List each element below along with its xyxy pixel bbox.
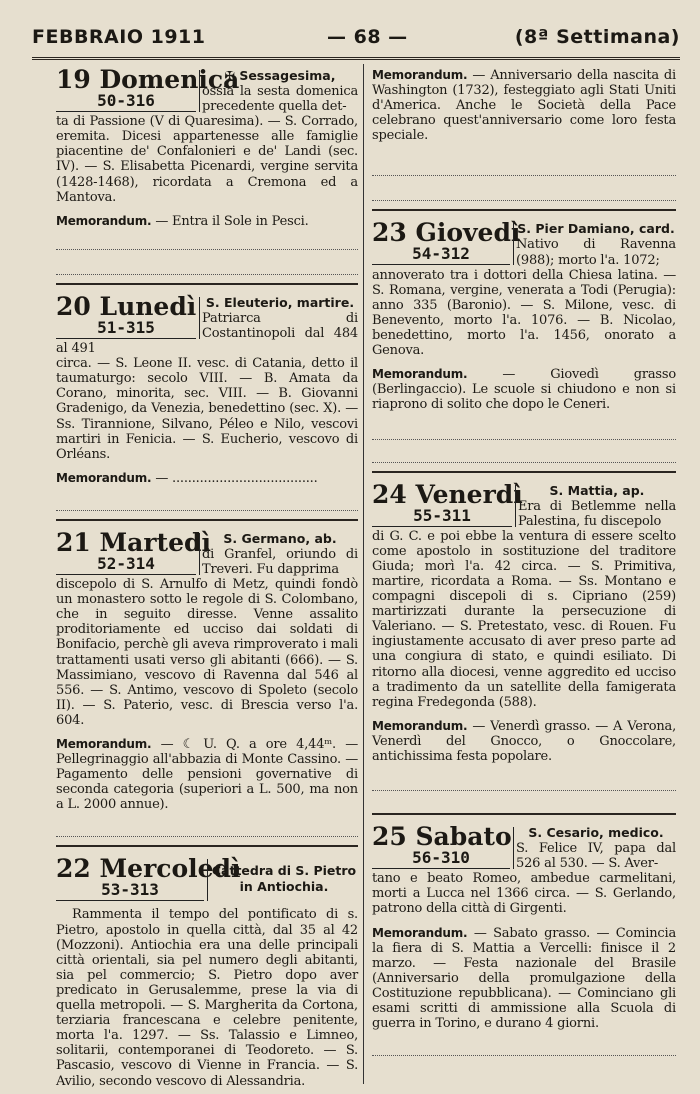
memorandum: [372, 719, 676, 764]
column-divider: [363, 64, 364, 1084]
date-box: [56, 854, 241, 901]
date-box: [56, 65, 240, 112]
day-entry-22-memorandum: [372, 68, 676, 211]
day-title: 19 Domenica: [56, 65, 240, 94]
dotted-line: [372, 1045, 676, 1056]
day-entry-19: [56, 65, 358, 285]
memorandum-text: — .....................................: [151, 470, 318, 486]
entry-rule: [56, 519, 358, 521]
entry-text: discepolo di S. Arnulfo di Metz, quindi fondò un monastero sotto le regole di S. Colombano, che in seguito diresse. Venne assalito proditoriamente ed ucciso dai soldati di Bonifacio, perchè gli aveva rimproverato i mali trattamenti usati verso gli abitanti (666). — S. Massimiano, vescovo di Ravenna dal 546 al 556. — S. Antimo, vescovo di Spoleto (secolo II). — S. Paterio, vesc. di Brescia verso l'a. 604.: [56, 577, 358, 728]
header-month: FEBBRAIO 1911: [32, 26, 206, 48]
memorandum-label: Memorandum.: [372, 367, 468, 382]
page-header: [32, 26, 680, 56]
saint-name: S. Eleuterio, martire.: [205, 294, 355, 310]
entry-text: Rammenta il tempo del pontificato di s. Pietro, apostolo in quella città, dal 35 al 42 (Mozzoni). Antiochia era una delle principali città orientali, sia pel numero degli abitanti, sia pel commercio; S. Pietro dopo aver predicato in Gerusalemme, prese la via di quella metropoli. — S. Margherita da Cortona, terziaria francescana e celebre penitente, morta l'a. 1297. — Ss. Talassio e Limneo, solitarii, contemporanei di Teodoreto. — S. Pascasio, vescovo di Vienne in Francia. — S. Avilio, secondo vescovo di Alessandria.: [56, 907, 358, 1089]
day-title: 25 Sabato: [372, 822, 512, 852]
left-column: [56, 62, 358, 1089]
saint-name: ✠ Sessagesima,: [224, 68, 336, 83]
memorandum: [372, 68, 676, 143]
memorandum-label: Memorandum.: [56, 213, 152, 228]
memorandum-text: — Giovedì grasso (Berlingaccio). Le scuole si chiudono e non si riaprono di solito che dopo le Ceneri.: [372, 367, 676, 413]
day-entry-24: [372, 479, 676, 816]
header-week: (8ª Settimana): [514, 26, 680, 48]
day-entry-20: [56, 291, 358, 521]
entry-rule: [372, 209, 676, 211]
right-column: [372, 62, 676, 1056]
memorandum-text: — Anniversario della nascita di Washington (1732), festeggiato agli Stati Uniti d'America. Anche le Società della Pace celebrano quest'anniversario come loro festa speciale.: [372, 68, 676, 144]
day-entry-21: [56, 527, 358, 848]
entry-rule: [56, 283, 358, 285]
saint-name: S. Mattia, ap.: [549, 482, 645, 498]
memorandum-label: Memorandum.: [372, 925, 468, 940]
memorandum-text: — ☾ U. Q. a ore 4,44ᵐ. — Pellegrinaggio all'abbazia di Monte Cassino. — Pagamento delle pensioni governative di seconda categoria (superiori a L. 500, ma non a L. 2000 annue).: [56, 737, 358, 813]
entry-rule: [56, 845, 358, 847]
day-entry-22: [56, 854, 358, 1089]
saint-name: S. Pier Damiano, card.: [517, 221, 675, 237]
dotted-line: [372, 165, 676, 176]
memorandum-label: Memorandum.: [372, 718, 468, 733]
day-number: 53-313: [101, 880, 159, 900]
header-page-number: — 68 —: [327, 26, 408, 48]
memorandum-text: — Entra il Sole in Pesci.: [151, 213, 309, 229]
entry-intro: S. Felice IV, papa dal 526 al 530. — S. Aver-: [516, 841, 676, 872]
entry-text: circa. — S. Leone II. vesc. di Catania, detto il taumaturgo: secolo VIII. — B. Amata da Corano, minorita, sec. VIII. — B. Giovanni Gradenigo, da Venezia, benedettino (sec. X). — Ss. Tirannione, Silvano, Péleo e Nilo, vescovi martiri in Fenicia. — S. Eucherio, vescovo di Orléans.: [56, 356, 358, 462]
day-number: 55-311: [413, 505, 471, 525]
date-box: [372, 822, 512, 869]
day-number: 56-310: [412, 848, 470, 868]
entry-text: ta di Passione (V di Quaresima). — S. Corrado, eremita. Dicesi appartenesse alle famiglie piacentine de' Confalonieri e de' Landi (sec. IV). — S. Elisabetta Picenardi, vergine servita (1428-1468), ricordata a Cremona ed a Mantova.: [56, 114, 358, 205]
memorandum-label: Memorandum.: [372, 68, 468, 82]
dotted-line: [372, 429, 676, 440]
memorandum: [56, 214, 358, 229]
memorandum: [56, 471, 358, 486]
dotted-line: [372, 452, 676, 463]
entry-intro: Nativo di Ravenna (988); morto l'a. 1072;: [516, 237, 676, 268]
memorandum-text: — Sabato grasso. — Comincia la fiera di S. Mattia a Vercelli: finisce il 2 marzo. — Festa nazionale del Brasile (Anniversario della promulgazione della Costituzione repubblicana). — Cominciano gli esami scritti di ammissione alla Scuola di guerra in Torino, e durano 4 giorni.: [372, 925, 676, 1032]
day-title: 24 Venerdì: [372, 479, 523, 509]
day-title: 23 Giovedì: [372, 218, 521, 248]
date-box: [372, 479, 523, 527]
day-number: 50-316: [97, 91, 155, 110]
saint-name: S. Cesario, medico.: [528, 825, 664, 841]
dotted-line: [372, 190, 676, 201]
entry-rule: [372, 471, 676, 473]
saint-name: Cattedra di S. Pietro in Antiochia.: [211, 863, 357, 895]
date-box: [56, 291, 197, 339]
entry-text: tano e beato Romeo, ambedue carmelitani, morti a Lucca nel 1366 circa. — S. Gerlando, patrono della città di Girgenti.: [372, 871, 676, 917]
date-box: [372, 218, 521, 265]
day-number: 54-312: [412, 244, 470, 264]
memorandum: [372, 367, 676, 412]
day-number: 51-315: [97, 317, 155, 337]
day-number: 52-314: [97, 553, 155, 573]
memorandum: [372, 926, 676, 1032]
saint-name: S. Germano, ab.: [223, 530, 337, 546]
entry-text: di G. C. e poi ebbe la ventura di essere scelto come apostolo in sostituzione del traditore Giuda; morì l'a. 42 circa. — S. Primitiva, martire, ricordata a Roma. — Ss. Montano e compagni discepoli di s. Cipriano (259) martirizzati durante la persecuzione di Valeriano. — S. Pretestato, vesc. di Rouen. Fu ingiustamente accusato di aver preso parte ad una congiura di stato, e quindi esiliato. Di ritorno alla diocesi, venne aggredito ed ucciso a tradimento da un satellite della famigerata regina Fredegonda (588).: [372, 528, 676, 710]
entry-rule: [372, 813, 676, 815]
dotted-line: [372, 780, 676, 791]
entry-text: annoverato tra i dottori della Chiesa latina. — S. Romana, vergine, venerata a Todi (Perugia): anno 335 (Baronio). — S. Milone, vesc. di Benevento, morto l'a. 1076. — B. Nicolao, benedettino, morto l'a. 1456, onorato a Genova.: [372, 267, 676, 359]
dotted-line: [56, 264, 358, 275]
memorandum: [56, 737, 358, 812]
entry-intro: di Granfel, oriundo di Treveri. Fu dapprima: [202, 546, 358, 577]
dotted-line: [56, 239, 358, 250]
memorandum-text: — Venerdì grasso. — A Verona, Venerdì del Gnocco, o Gnoccolare, antichissima festa popolare.: [372, 718, 676, 764]
memorandum-label: Memorandum.: [56, 470, 152, 485]
day-title: 21 Martedì: [56, 527, 211, 557]
day-title: 20 Lunedì: [56, 291, 197, 321]
entry-intro: Patriarca di Costantinopoli dal 484 al 491: [56, 310, 358, 357]
memorandum-label: Memorandum.: [56, 737, 152, 751]
day-entry-25: [372, 822, 676, 1056]
entry-intro: Era di Betlemme nella Palestina, fu discepolo: [518, 498, 676, 529]
entry-intro: ossia la sesta domenica precedente quella det-: [202, 84, 358, 115]
day-title: 22 Mercoledì: [56, 854, 241, 884]
dotted-line: [56, 826, 358, 837]
day-entry-23: [372, 218, 676, 472]
date-box: [56, 527, 211, 575]
dotted-line: [56, 500, 358, 511]
